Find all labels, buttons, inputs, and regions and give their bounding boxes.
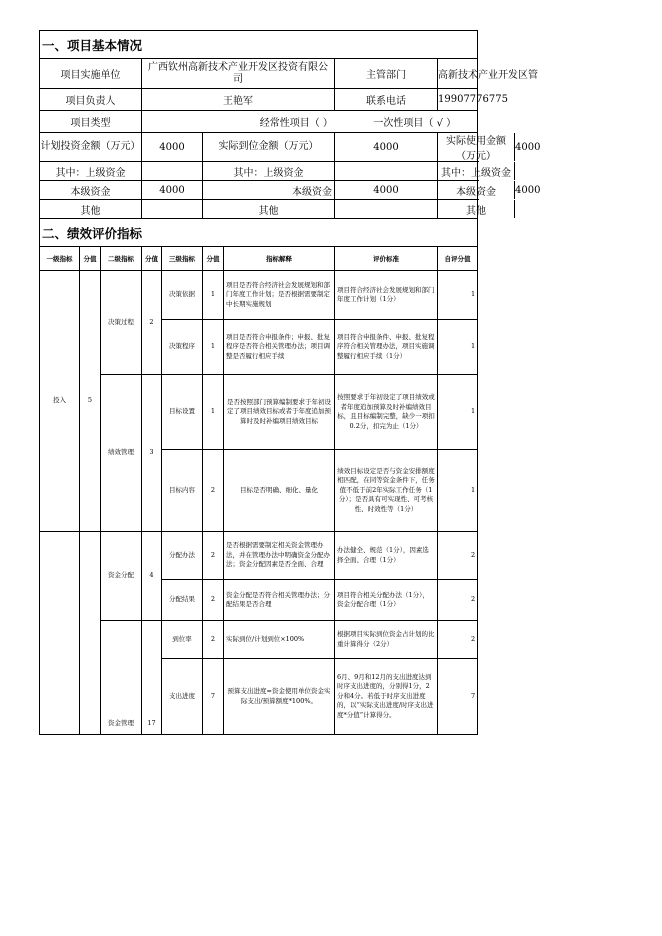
l3-score: 7: [203, 659, 224, 735]
l2-decision: 决策过程: [101, 271, 142, 375]
l3-name: 目标设置: [162, 375, 203, 450]
l3-self-score: 1: [438, 320, 478, 375]
l2-fund-mgmt-score-label: 17: [147, 718, 156, 727]
l1-process: [40, 532, 80, 735]
local-label-2: 本级资金: [203, 181, 335, 200]
l2-perf-mgmt-score: 3: [142, 375, 162, 532]
l3-name: 目标内容: [162, 450, 203, 532]
other-row: [40, 200, 478, 219]
other-row-last-cell: [438, 200, 486, 219]
local-row-last-cell: [438, 181, 541, 200]
local-used: 4000: [515, 184, 541, 196]
l3-explain: 目标是否明确、细化、量化: [224, 450, 335, 532]
l3-score: 2: [203, 621, 224, 659]
upper-label-2: 其中：上级资金: [203, 162, 335, 181]
impl-unit-row: [40, 59, 478, 89]
upper-label-3: 其中：上级资金: [438, 162, 515, 180]
table-row: [40, 621, 478, 659]
l2-decision-score: 2: [142, 271, 162, 375]
header-score-2: 分值: [142, 247, 162, 271]
type-label: 项目类型: [40, 111, 142, 133]
evaluation-table: [39, 30, 541, 735]
header-l3: 三级指标: [162, 247, 203, 271]
l3-score: 2: [203, 580, 224, 621]
other-label-1: 其他: [40, 200, 142, 219]
upper-row: [40, 162, 478, 181]
used-value-cell: 4000: [515, 141, 541, 153]
dept-label: 主管部门: [335, 59, 438, 89]
l2-fund-alloc: 资金分配: [101, 532, 142, 621]
header-standard: 评价标准: [335, 247, 438, 271]
l3-self-score: 2: [438, 580, 478, 621]
header-self: 自评分值: [438, 247, 478, 271]
l3-score: 2: [203, 532, 224, 580]
table-row: [40, 271, 478, 320]
l3-explain: 项目是否符合申报条件；申报、批复程序是否符合相关管理办法；项目调整是否履行相应手续: [224, 320, 335, 375]
header-row: [40, 247, 478, 271]
l1-input: 投入: [40, 271, 80, 532]
l2-fund-alloc-score: 4: [142, 532, 162, 621]
l3-standard: 项目符合经济社会发展规划和部门年度工作计划（1分）: [335, 271, 438, 320]
l3-name: 到位率: [162, 621, 203, 659]
planned-label: 计划投资金额（万元）: [40, 133, 142, 162]
other-label-3: 其他: [438, 200, 515, 218]
impl-unit-value: 广西钦州高新技术产业开发区投资有限公司: [142, 59, 335, 89]
type-recurring: 经常性项目（ ）: [259, 118, 333, 129]
l1-input-score: 5: [80, 271, 101, 532]
section1-title: 一、项目基本情况: [40, 31, 478, 59]
type-row: [40, 111, 478, 133]
type-onetime: 一次性项目（ √ ）: [373, 118, 457, 129]
l3-self-score: 7: [438, 659, 478, 735]
header-explain: 指标解释: [224, 247, 335, 271]
l3-explain: 资金分配是否符合相关管理办法；分配结果是否合理: [224, 580, 335, 621]
l3-name: 分配结果: [162, 580, 203, 621]
l3-self-score: 1: [438, 271, 478, 320]
spreadsheet: [39, 30, 541, 739]
header-score-1: 分值: [80, 247, 101, 271]
section2-title: 二、绩效评价指标: [40, 219, 478, 247]
arrived-label: 实际到位金额（万元）: [203, 133, 335, 162]
type-value: [142, 111, 478, 133]
leader-row: [40, 89, 478, 111]
upper-label-1: 其中：上级资金: [40, 162, 142, 181]
l3-explain: 实际到位/计划到位×100%: [224, 621, 335, 659]
other-label-2: 其他: [203, 200, 335, 219]
l2-fund-mgmt: [101, 621, 142, 735]
impl-unit-label: 项目实施单位: [40, 59, 142, 89]
dept-value: 高新技术产业开发区管: [438, 59, 478, 89]
upper-row-last-cell: [438, 162, 511, 181]
l3-self-score: 1: [438, 450, 478, 532]
local-arrived: 4000: [335, 181, 438, 200]
l3-standard: 绩效目标设定是否与资金安排额度相匹配，在同等资金条件下，任务值不低于前2年实际工作任务（1分）；是否具有可实现性、可考核性、时效性等（1分）: [335, 450, 438, 532]
l2-fund-mgmt-label: 资金管理: [108, 718, 134, 727]
l3-name: 决策程序: [162, 320, 203, 375]
l3-self-score: 2: [438, 621, 478, 659]
l3-standard: 项目符合相关分配办法（1分），资金分配合理（1分）: [335, 580, 438, 621]
l2-fund-mgmt-score: [142, 621, 162, 735]
l3-explain: 是否按照部门预算编制要求于年初设定了项目绩效目标或者于年度追加预算时及时补编项目绩效目标: [224, 375, 335, 450]
l3-explain: 是否根据需要制定相关资金管理办法，并在管理办法中明确资金分配办法；资金分配因素是否全面、合理: [224, 532, 335, 580]
l3-name: 分配办法: [162, 532, 203, 580]
l3-score: 1: [203, 375, 224, 450]
planned-value: 4000: [142, 133, 203, 162]
l3-self-score: 1: [438, 375, 478, 450]
local-label-3: 本级资金: [438, 181, 515, 199]
l2-perf-mgmt: 绩效管理: [101, 375, 142, 532]
local-planned: 4000: [142, 181, 203, 200]
header-score-3: 分值: [203, 247, 224, 271]
l3-standard: 按照要求于年初设定了项目绩效或者年度追加预算及时补编绩效目标，且目标编制完整，缺少一项扣0.2分，扣完为止（1分）: [335, 375, 438, 450]
l3-explain: 项目是否符合经济社会发展规划和部门年度工作计划；是否根据需要制定中长期实施规划: [224, 271, 335, 320]
l3-score: 1: [203, 320, 224, 375]
table-row: [40, 375, 478, 450]
upper-value-1: [142, 162, 203, 181]
local-label-1: 本级资金: [40, 181, 142, 200]
l3-standard: 根据项目实际到位资金占计划的比重计算得分（2分）: [335, 621, 438, 659]
leader-value: 王艳军: [142, 89, 335, 111]
leader-label: 项目负责人: [40, 89, 142, 111]
upper-value-2: [335, 162, 438, 181]
l3-explain: 预算支出进度=资金使用单位资金实际支出/预算额度*100%。: [224, 659, 335, 735]
l3-standard: 项目符合申报条件、申报、批复程序符合相关管理办法，项目实施调整履行相应手续（1分）: [335, 320, 438, 375]
l3-self-score: 2: [438, 532, 478, 580]
l3-name: 支出进度: [162, 659, 203, 735]
other-value-2: [335, 200, 438, 219]
section1-title-row: [40, 31, 478, 59]
used-label: 实际使用金额（万元）: [438, 133, 515, 161]
local-row: [40, 181, 478, 200]
amount-row-last-cell: [438, 133, 541, 162]
phone-value: 19907776775: [438, 89, 478, 111]
l3-standard: 办法健全、规范（1分），因素选择全面、合理（1分）: [335, 532, 438, 580]
amount-row: [40, 133, 478, 162]
l3-score: 2: [203, 450, 224, 532]
table-row: [40, 532, 478, 580]
l3-name: 决策依据: [162, 271, 203, 320]
l1-process-score: [80, 532, 101, 735]
l3-score: 1: [203, 271, 224, 320]
other-value-1: [142, 200, 203, 219]
l3-standard: 6月、9月和12月的支出进度达到时序支出进度的，分别得1分，2分和4分。若低于时序支出进度的，以“实际支出进度/时序支出进度*分值”计算得分。: [335, 659, 438, 735]
section2-title-row: [40, 219, 478, 247]
header-l2: 二级指标: [101, 247, 142, 271]
header-l1: 一级指标: [40, 247, 80, 271]
arrived-value: 4000: [335, 133, 438, 162]
phone-label: 联系电话: [335, 89, 438, 111]
